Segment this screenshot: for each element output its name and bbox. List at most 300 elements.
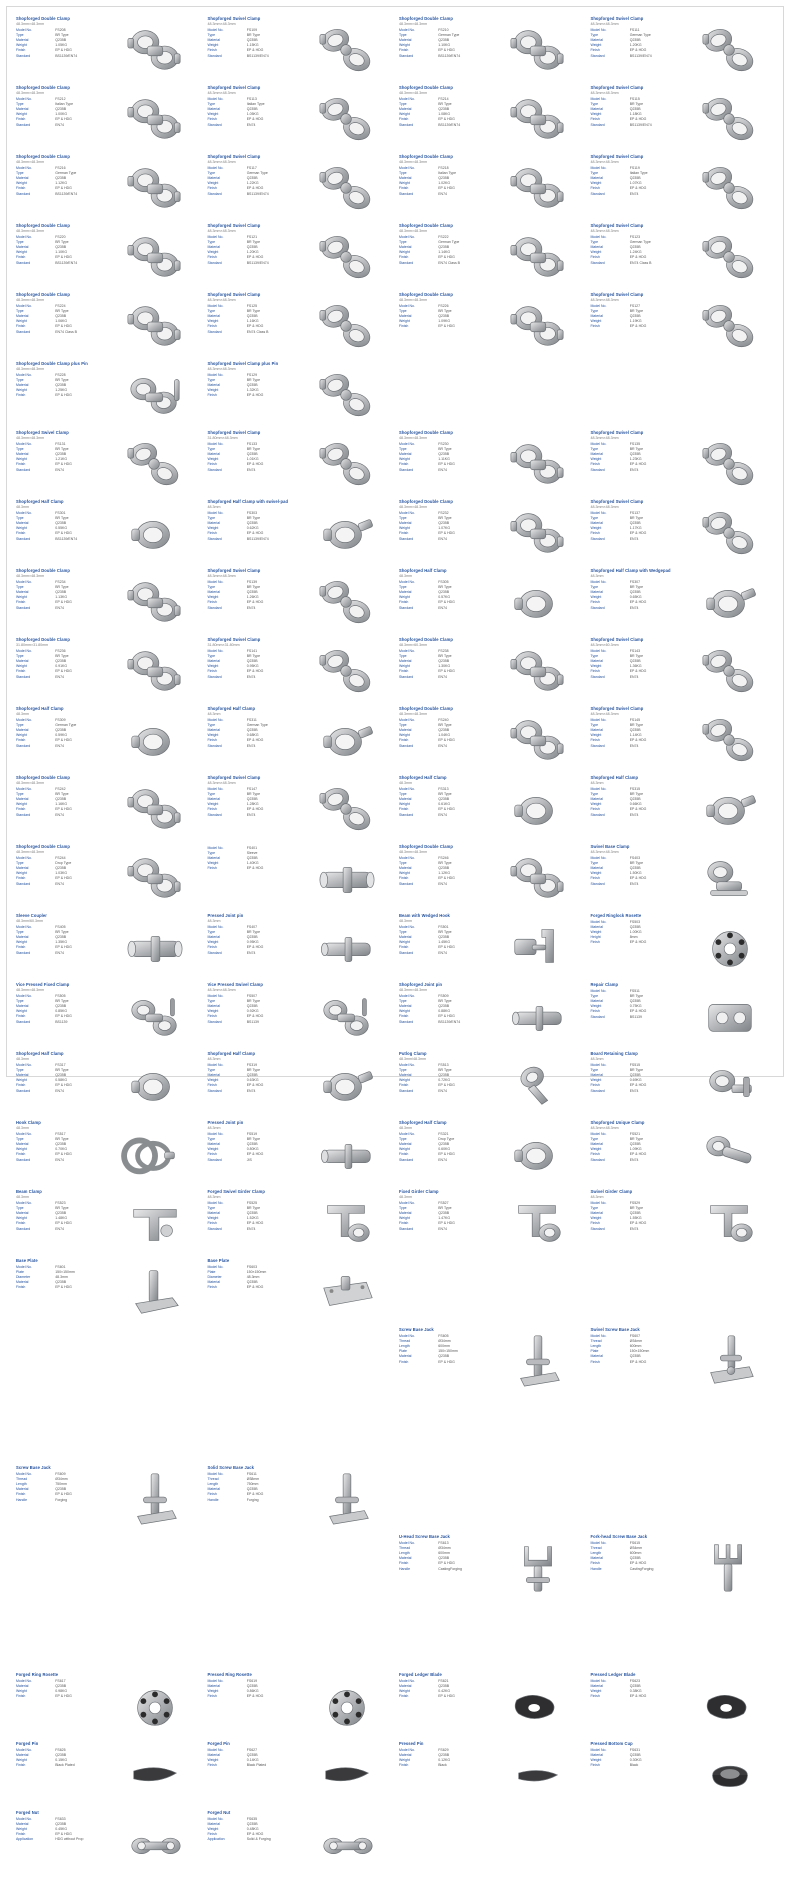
product-size: 48.3mm: [590, 1195, 604, 1200]
spec-value: BR Type: [55, 33, 69, 38]
product-image-double-clamp: [111, 637, 199, 702]
spec-value: BS1139/EN74: [438, 122, 461, 127]
spec-key: Finish: [16, 1763, 26, 1768]
spec-value: FS309: [55, 718, 66, 723]
spec-key: Finish: [16, 876, 26, 881]
spec-key: Type: [207, 930, 216, 935]
product-image-half-clamp: [111, 706, 199, 771]
spec-value: 1.15KG: [246, 43, 259, 48]
product-title: Fork-head Screw Base Jack: [590, 1534, 648, 1539]
spec-key: Standard: [207, 1019, 222, 1024]
spec-key: Standard: [399, 1157, 414, 1162]
spec-key: Material: [590, 452, 603, 457]
spec-key: Height: [590, 935, 601, 940]
spec-value: 1.55KG: [629, 1216, 642, 1221]
product-spec: [208, 1258, 303, 1323]
spec-key: Finish: [590, 807, 600, 812]
spec-value: Q235B: [55, 107, 67, 112]
spec-key: Thread: [399, 1339, 411, 1344]
spec-value: Q235B: [438, 659, 450, 664]
spec-table: [16, 511, 109, 542]
spec-key: Material: [399, 1004, 412, 1009]
spec-value: Q235B: [629, 176, 641, 181]
spec-key: Type: [399, 585, 407, 590]
spec-key: Model No.: [590, 920, 607, 925]
spec-table: [399, 97, 492, 128]
spec-key: Weight: [207, 112, 219, 117]
spec-row: [208, 54, 301, 59]
product-image-swivel-clamp-pin: [303, 361, 391, 426]
spec-key: Model No.: [399, 925, 415, 930]
product-title: Shopforged Swivel Clamp plus Pin: [207, 361, 279, 366]
spec-value: EP & HDG: [438, 531, 455, 536]
spec-table: [208, 1063, 301, 1094]
spec-key: Thread: [399, 1546, 411, 1551]
product-size: 48.3mm×48.3mm: [590, 22, 619, 27]
spec-value: Italian Type: [438, 171, 457, 176]
product-size: 48.3mm×48.3mm: [16, 367, 45, 372]
spec-value: EP & HDG: [246, 1285, 264, 1290]
spec-row: [591, 940, 684, 945]
spec-value: Q235B: [246, 107, 258, 112]
spec-value: BS1139: [55, 1019, 68, 1024]
product-title: Shopforged Swivel Clamp: [590, 292, 644, 297]
product-image-sleeve: [303, 844, 391, 909]
spec-row: [591, 882, 684, 887]
spec-key: Material: [399, 452, 412, 457]
product-size: 48.3mm×48.3mm: [207, 298, 236, 303]
spec-key: Model No.: [16, 235, 32, 240]
spec-value: BR Type: [246, 516, 261, 521]
spec-key: Finish: [16, 324, 26, 329]
spec-key: Model No.: [207, 787, 224, 792]
product-spec: [208, 1672, 303, 1737]
product-card: [587, 1118, 779, 1187]
spec-table: [16, 1472, 109, 1503]
product-image-forged-nut2: [303, 1810, 391, 1875]
spec-key: Weight: [16, 112, 27, 117]
product-spec: [591, 85, 686, 150]
spec-value: FS240: [438, 718, 449, 723]
product-spec: [208, 913, 303, 978]
spec-key: Standard: [16, 1226, 31, 1231]
spec-key: Model No.: [207, 1132, 224, 1137]
product-card: [12, 1049, 204, 1118]
spec-value: EP & HDG: [629, 255, 647, 260]
product-image-double-clamp: [111, 292, 199, 357]
product-card: [395, 1187, 587, 1256]
spec-key: Standard: [590, 191, 605, 196]
spec-value: 0.59KG: [55, 733, 68, 738]
spec-key: Type: [16, 516, 24, 521]
spec-value: BR Type: [629, 447, 644, 452]
spec-key: Finish: [399, 738, 409, 743]
spec-key: Material: [16, 452, 29, 457]
spec-key: Type: [590, 516, 599, 521]
spec-key: Model No.: [399, 511, 415, 516]
spec-value: BR Type: [629, 309, 644, 314]
spec-value: 0.95KG: [246, 664, 259, 669]
spec-row: [16, 1158, 109, 1163]
spec-value: EN74: [629, 1157, 639, 1162]
spec-value: FS523: [55, 1201, 66, 1206]
spec-value: BR Type: [629, 1137, 644, 1142]
spec-value: 1.47KG: [438, 1216, 451, 1221]
spec-table: [16, 373, 109, 398]
spec-value: EN74: [55, 1088, 64, 1093]
product-spec: [399, 499, 494, 564]
spec-value: Ø34mm: [55, 1477, 68, 1482]
spec-value: EN74: [246, 1088, 256, 1093]
spec-row: [208, 468, 301, 473]
spec-key: Model No.: [16, 649, 32, 654]
spec-key: Model No.: [590, 511, 607, 516]
product-spec: [208, 844, 303, 909]
product-card: [395, 428, 587, 497]
spec-value: 0.91KG: [55, 664, 68, 669]
spec-value: JIS: [246, 1157, 252, 1162]
spec-value: Q235B: [438, 314, 450, 319]
product-size: 48.3mm×48.3mm: [590, 229, 619, 234]
product-card: [395, 1670, 587, 1739]
spec-value: Q235B: [629, 314, 641, 319]
spec-table: [208, 1201, 301, 1232]
spec-value: Q235B: [246, 1684, 258, 1689]
spec-key: Standard: [590, 1226, 605, 1231]
product-image-girder-clamp: [303, 1189, 391, 1254]
spec-value: FS232: [438, 511, 449, 516]
spec-value: FS305: [438, 580, 449, 585]
spec-key: Weight: [590, 1147, 602, 1152]
spec-table: [208, 442, 301, 473]
product-card: [12, 152, 204, 221]
spec-row: [208, 675, 301, 680]
spec-row: [591, 1360, 684, 1365]
spec-value: Q235B: [629, 1684, 641, 1689]
spec-table: [16, 1817, 109, 1842]
spec-key: Weight: [207, 181, 219, 186]
spec-key: Material: [399, 1142, 412, 1147]
product-title: Shopforged Double Clamp plus Pin: [16, 361, 88, 366]
spec-row: [591, 123, 684, 128]
spec-value: 1.12KG: [55, 181, 68, 186]
product-card: [204, 359, 396, 428]
spec-value: FS135: [629, 442, 641, 447]
product-card: [204, 221, 396, 290]
spec-key: Model No.: [207, 1201, 224, 1206]
product-title: Vice Pressed Fixed Clamp: [16, 982, 70, 987]
spec-row: [16, 1285, 109, 1290]
spec-value: FS210: [438, 28, 449, 33]
spec-key: Material: [590, 1556, 603, 1561]
spec-value: Q235B: [55, 245, 67, 250]
spec-value: FS109: [246, 28, 258, 33]
spec-key: Model No.: [16, 442, 32, 447]
spec-value: EN74: [438, 191, 447, 196]
spec-value: 600mm: [438, 1551, 450, 1556]
spec-key: Thread: [207, 1477, 219, 1482]
spec-value: Forging: [55, 1497, 68, 1502]
spec-key: Material: [16, 1073, 29, 1078]
spec-key: Weight: [399, 1009, 410, 1014]
product-image-pressed-pin: [494, 1741, 582, 1806]
product-size: 48.3mm: [399, 781, 412, 786]
spec-value: 1.30KG: [438, 664, 451, 669]
spec-table: [591, 235, 684, 266]
spec-key: Model No.: [207, 304, 224, 309]
product-spec: [208, 982, 303, 1047]
spec-key: Type: [590, 33, 599, 38]
product-image-screw-jack: [494, 1327, 582, 1392]
spec-key: Length: [399, 1551, 410, 1556]
product-spec: [208, 85, 303, 150]
product-card: [395, 1532, 587, 1601]
spec-value: FS609: [55, 1472, 66, 1477]
product-title: Fixed Girder Clamp: [399, 1189, 439, 1194]
product-card: [587, 566, 779, 635]
spec-key: Weight: [16, 250, 27, 255]
spec-key: Material: [399, 176, 412, 181]
spec-key: Standard: [590, 260, 605, 265]
product-card: [12, 842, 204, 911]
product-card: [204, 635, 396, 704]
spec-key: Type: [16, 792, 24, 797]
product-image-double-clamp: [494, 154, 582, 219]
spec-value: 0.45KG: [55, 1827, 68, 1832]
product-size: 48.3mm: [207, 505, 221, 510]
spec-value: 150×150mm: [55, 1270, 75, 1275]
spec-key: Weight: [16, 871, 27, 876]
spec-key: Finish: [207, 1014, 217, 1019]
spec-key: Material: [207, 1280, 220, 1285]
spec-value: BR Type: [438, 309, 452, 314]
spec-table: [208, 787, 301, 818]
spec-value: FS607: [629, 1334, 641, 1339]
spec-row: [399, 192, 492, 197]
spec-key: Model No.: [399, 1748, 415, 1753]
product-card: [12, 635, 204, 704]
spec-key: Finish: [399, 669, 409, 674]
spec-key: Material: [590, 590, 603, 595]
spec-table: [399, 1201, 492, 1232]
spec-value: EP & HDG: [55, 48, 72, 53]
spec-row: [208, 393, 301, 398]
spec-value: EP & HDG: [438, 1694, 455, 1699]
product-title: Forged Pin: [207, 1741, 230, 1746]
spec-value: 1.07KG: [629, 181, 642, 186]
spec-key: Finish: [590, 738, 600, 743]
spec-value: Q235B: [629, 1211, 641, 1216]
product-spec: [208, 154, 303, 219]
spec-value: Q235B: [629, 452, 641, 457]
spec-key: Model No.: [16, 856, 32, 861]
spec-key: Weight: [16, 1009, 27, 1014]
spec-table: [591, 1748, 684, 1768]
spec-key: Type: [399, 516, 407, 521]
spec-value: EN74: [629, 191, 639, 196]
product-spec: [16, 1258, 111, 1323]
spec-key: Type: [207, 102, 216, 107]
product-title: Shopforged Swivel Clamp: [590, 706, 644, 711]
product-spec: [399, 430, 494, 495]
product-spec: [208, 568, 303, 633]
spec-value: EN74: [55, 122, 64, 127]
spec-value: Q235B: [246, 1280, 258, 1285]
spec-value: Ø34mm: [629, 1339, 643, 1344]
spec-key: Finish: [590, 940, 600, 945]
spec-row: [591, 261, 684, 266]
spec-value: EP & HDG: [629, 1221, 647, 1226]
spec-value: Q235B: [246, 383, 258, 388]
spec-key: Standard: [207, 1088, 222, 1093]
product-title: Shopforged Half Clamp: [16, 1051, 64, 1056]
spec-key: Model No.: [16, 925, 32, 930]
spec-value: 1.06KG: [55, 319, 68, 324]
spec-key: Finish: [590, 324, 600, 329]
spec-value: Q235B: [438, 1211, 450, 1216]
spec-row: [16, 1694, 109, 1699]
spec-value: EP & HDG: [438, 945, 455, 950]
spec-value: BR Type: [438, 723, 452, 728]
spec-key: Type: [590, 447, 599, 452]
spec-key: Finish: [16, 1152, 26, 1157]
spec-table: [208, 1817, 301, 1842]
spec-row: [16, 675, 109, 680]
spec-row: [591, 468, 684, 473]
spec-key: Type: [399, 861, 407, 866]
spec-value: BS1139/EN74: [246, 260, 269, 265]
spec-key: Standard: [207, 53, 222, 58]
product-size: 48.3mm: [16, 1195, 29, 1200]
product-image-half-clamp: [494, 775, 582, 840]
spec-key: Material: [16, 1142, 29, 1147]
spec-key: Weight: [16, 1078, 27, 1083]
spec-key: Finish: [399, 48, 409, 53]
product-title: Shopforged Double Clamp: [399, 430, 453, 435]
spec-value: FS509: [438, 994, 449, 999]
spec-key: Finish: [207, 1221, 217, 1226]
spec-value: 1.00KG: [629, 930, 642, 935]
spec-value: Q235B: [55, 521, 67, 526]
spec-key: Weight: [207, 1147, 219, 1152]
spec-value: 48.3mm: [55, 1275, 68, 1280]
product-card: [12, 83, 204, 152]
spec-key: Weight: [590, 733, 602, 738]
spec-key: Model No.: [207, 580, 224, 585]
product-size: 48.3mm×48.3mm: [16, 850, 45, 855]
product-title: Shopforged Half Clamp: [399, 1120, 447, 1125]
product-card: [587, 1739, 779, 1808]
spec-value: EP & HDG: [629, 117, 647, 122]
product-title: Shopforged Double Clamp: [399, 706, 453, 711]
spec-value: Q235B: [55, 38, 67, 43]
spec-key: Model No.: [207, 235, 224, 240]
spec-value: EN74: [246, 812, 256, 817]
spec-key: Standard: [399, 881, 414, 886]
spec-key: Model No.: [590, 1748, 607, 1753]
spec-value: 0.72KG: [438, 1078, 451, 1083]
spec-key: Weight: [590, 1078, 602, 1083]
spec-value: EN74: [438, 1157, 447, 1162]
product-title: Shopforged Half Clamp: [590, 775, 639, 780]
spec-value: EN74: [438, 1226, 447, 1231]
spec-key: Material: [207, 728, 220, 733]
product-spec: [16, 1741, 111, 1806]
product-spec: [16, 982, 111, 1047]
spec-row: [591, 537, 684, 542]
spec-value: Q235B: [55, 1487, 67, 1492]
spec-value: Q235B: [246, 1487, 258, 1492]
product-image-rosette2: [303, 1672, 391, 1737]
spec-value: 1.35KG: [55, 940, 68, 945]
spec-value: BR Type: [438, 1068, 452, 1073]
product-card: [12, 14, 204, 83]
product-image-double-clamp: [494, 637, 582, 702]
product-image-half-clamp: [494, 1120, 582, 1185]
spec-key: Standard: [16, 812, 31, 817]
spec-table: [399, 511, 492, 542]
product-title: Swivel Girder Clamp: [590, 1189, 633, 1194]
spec-key: Material: [16, 1211, 29, 1216]
spec-key: Material: [16, 1280, 29, 1285]
spec-table: [591, 442, 684, 473]
spec-value: EP & HDG: [55, 1492, 72, 1497]
spec-value: EP & HDG: [55, 462, 72, 467]
spec-key: Weight: [207, 802, 219, 807]
spec-table: [16, 649, 109, 680]
spec-key: Standard: [207, 812, 222, 817]
spec-value: EN74: [629, 812, 639, 817]
product-title: Pressed Pin: [399, 1741, 424, 1746]
spec-value: EN74: [438, 467, 447, 472]
spec-key: Type: [590, 1137, 599, 1142]
product-spec: [591, 913, 686, 978]
spec-value: 1.17KG: [629, 526, 642, 531]
spec-value: EP & HDG: [55, 531, 72, 536]
product-image-swivel-clamp: [303, 568, 391, 633]
spec-key: Weight: [590, 181, 602, 186]
spec-value: EP & HDG: [246, 1152, 264, 1157]
spec-value: BR Type: [55, 999, 69, 1004]
product-spec: [399, 637, 494, 702]
product-title: U-Head Screw Base Jack: [399, 1534, 450, 1539]
product-card: [204, 1118, 396, 1187]
product-title: Shopforged Swivel Clamp: [590, 637, 644, 642]
product-card: [395, 221, 587, 290]
product-size: 48.3mm×48.3mm: [207, 91, 236, 96]
product-title: Shopforged Swivel Clamp: [207, 637, 261, 642]
product-size: 48.3mm: [207, 1126, 221, 1131]
spec-value: EP & HDG: [629, 600, 647, 605]
spec-key: Material: [399, 1556, 412, 1561]
spec-table: [16, 1679, 109, 1699]
spec-value: Italian Type: [246, 102, 265, 107]
product-size: 48.3mm: [399, 919, 412, 924]
spec-value: 1.52KG: [246, 1216, 259, 1221]
spec-value: BR Type: [629, 723, 644, 728]
spec-key: Material: [590, 797, 603, 802]
spec-table: [591, 718, 684, 749]
spec-table: [16, 787, 109, 818]
spec-key: Standard: [399, 260, 414, 265]
product-card: [395, 1325, 587, 1394]
spec-key: Plate: [207, 1270, 216, 1275]
spec-value: CastingForging: [629, 1566, 654, 1571]
product-spec: [591, 1672, 686, 1737]
product-card: [204, 911, 396, 980]
spec-key: Type: [399, 240, 407, 245]
spec-table: [16, 1063, 109, 1094]
